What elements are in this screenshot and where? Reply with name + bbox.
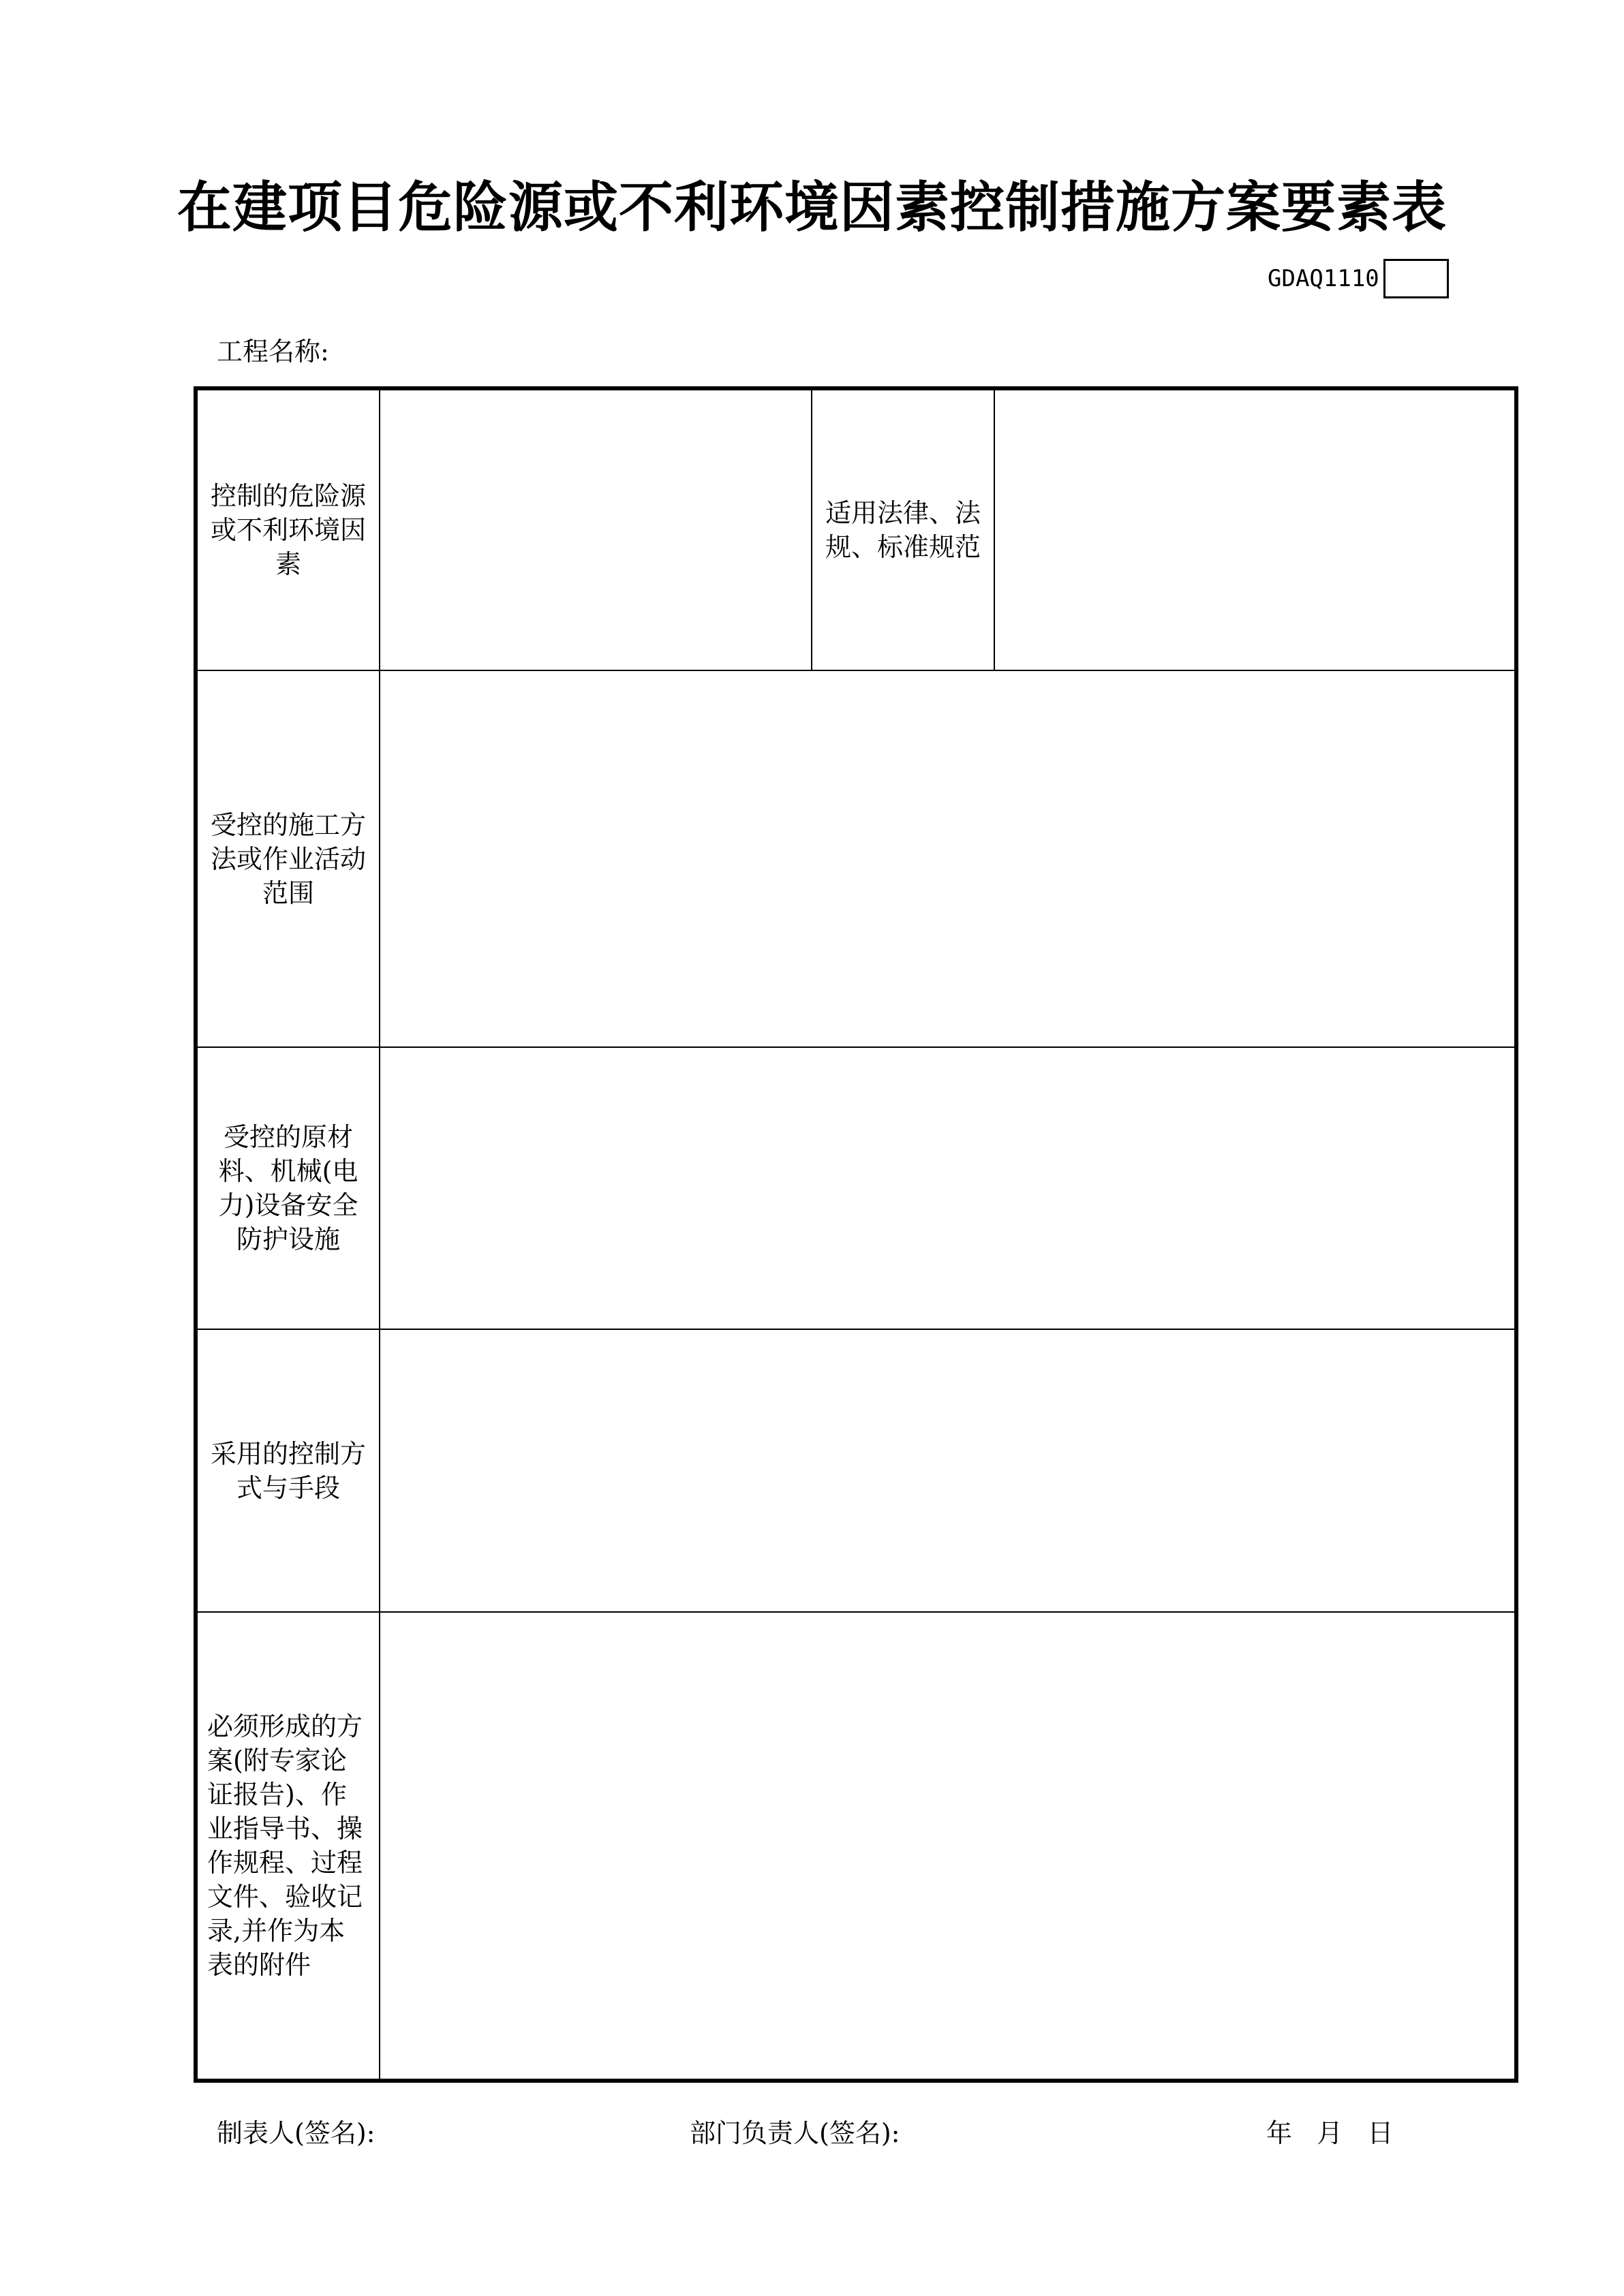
table-row xyxy=(196,1329,1516,1612)
hazard-label: 控制的危险源或不利环境因素 xyxy=(210,481,366,579)
method-input-cell[interactable] xyxy=(380,670,1516,1047)
materials-input-cell[interactable] xyxy=(380,1047,1516,1329)
table-row xyxy=(196,388,1516,670)
form-code-area xyxy=(1268,258,1449,300)
method-label-cell xyxy=(196,670,380,1047)
form-code-box[interactable] xyxy=(1383,259,1449,298)
table-row xyxy=(196,670,1516,1047)
regulations-label-cell xyxy=(812,388,994,670)
control-label: 采用的控制方式与手段 xyxy=(210,1438,366,1503)
plan-label: 必须形成的方案(附专家论证报告)、作业指导书、操作规程、过程文件、验收记录,并作为本表的附件 xyxy=(207,1711,363,1980)
form-code: GDAQ1110 xyxy=(1268,265,1379,292)
page-title: 在建项目危险源或不利环境因素控制措施方案要素表 xyxy=(177,176,1447,239)
table-row xyxy=(196,1047,1516,1329)
dept-head-label: 部门负责人(签名): xyxy=(690,2118,900,2148)
table-row xyxy=(196,1612,1516,2081)
materials-label-cell xyxy=(196,1047,380,1329)
preparer-label: 制表人(签名): xyxy=(217,2118,376,2148)
control-input-cell[interactable] xyxy=(380,1329,1516,1612)
hazard-label-cell xyxy=(196,388,380,670)
project-name-label: 工程名称: xyxy=(217,337,329,367)
control-label-cell xyxy=(196,1329,380,1612)
form-table xyxy=(194,386,1518,2083)
date-label: 年 月 日 xyxy=(1266,2118,1394,2148)
materials-label: 受控的原材料、机械(电力)设备安全防护设施 xyxy=(218,1122,358,1254)
regulations-label: 适用法律、法规、标准规范 xyxy=(825,498,981,562)
plan-input-cell[interactable] xyxy=(380,1612,1516,2081)
regulations-input-cell[interactable] xyxy=(994,388,1516,670)
hazard-input-cell[interactable] xyxy=(380,388,812,670)
plan-label-cell xyxy=(196,1612,380,2081)
method-label: 受控的施工方法或作业活动范围 xyxy=(210,809,366,908)
